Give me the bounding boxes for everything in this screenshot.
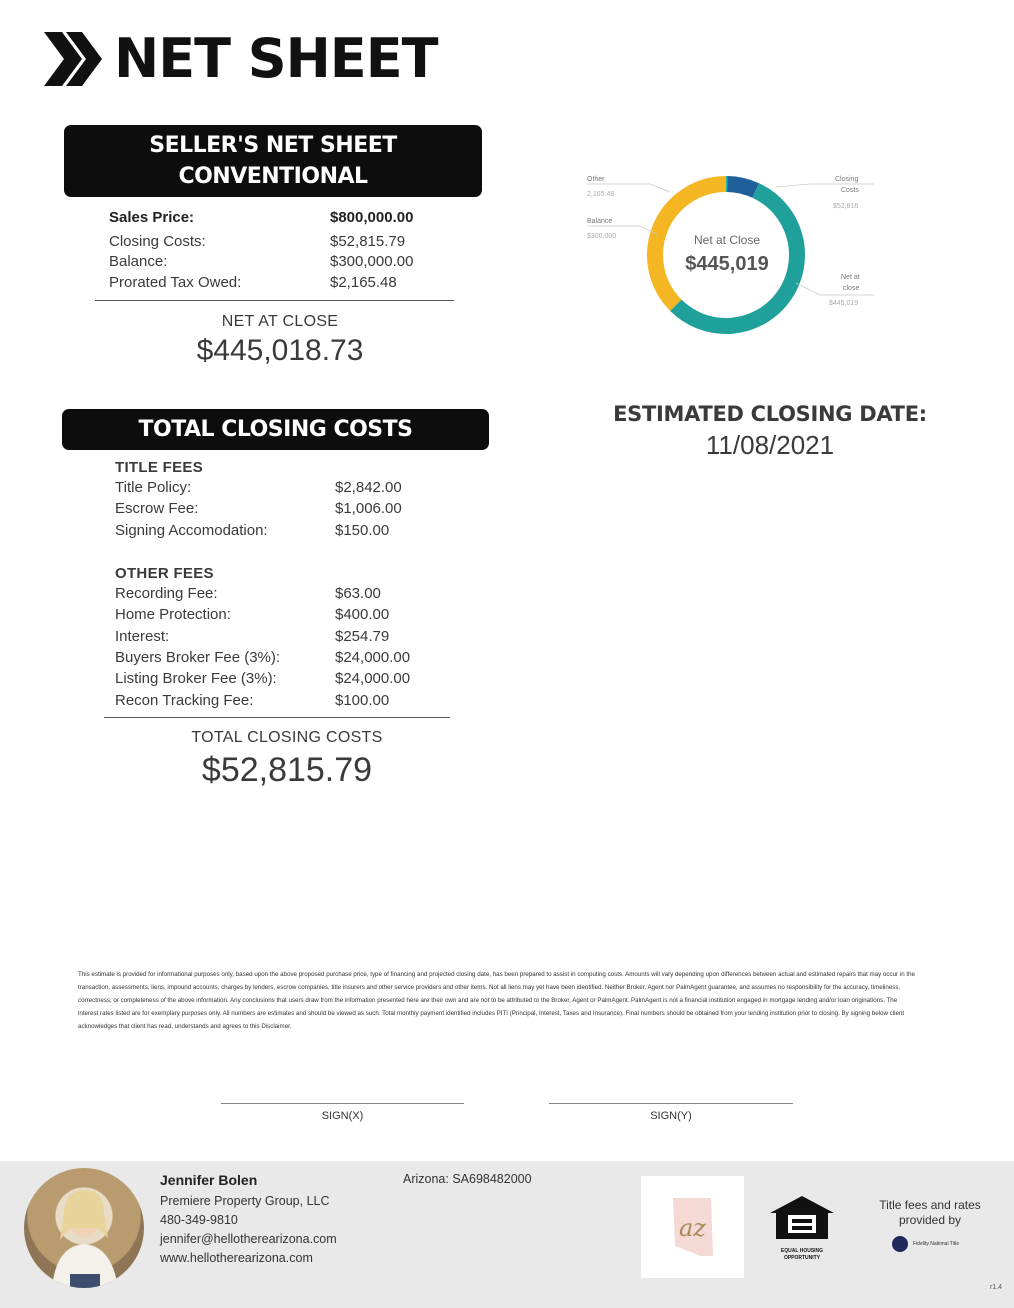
fee-label: Escrow Fee: <box>115 500 199 517</box>
divider <box>104 717 450 718</box>
title-fees-heading: TITLE FEES <box>115 459 204 476</box>
eho-line: OPPORTUNITY <box>783 1255 821 1261</box>
prorated-tax-label: Prorated Tax Owed: <box>109 274 242 291</box>
sales-price-value: $800,000.00 <box>330 209 414 226</box>
total-closing-costs-label: TOTAL CLOSING COSTS <box>191 729 383 746</box>
chart-leader-line <box>776 184 874 187</box>
agent-website[interactable]: www.hellotherearizona.com <box>160 1251 313 1265</box>
double-chevron-icon <box>40 28 106 90</box>
chart-label-closing-1: Closing <box>835 176 859 183</box>
fee-value: $63.00 <box>335 585 381 602</box>
chart-value-other: 2,165.48 <box>587 191 615 198</box>
chart-value-balance: $300,000 <box>587 233 617 240</box>
total-closing-costs-value: $52,815.79 <box>201 751 373 789</box>
fee-value: $2,842.00 <box>335 479 402 496</box>
signature-label-y: SIGN(Y) <box>650 1110 692 1122</box>
disclaimer-text: This estimate is provided for informational purposes only, based upon the above proposed purchase price, type of financing and projected closing date, has been prepared to assist in computing costs. Amounts will vary depending upon differences between actual and estimated repairs that may occur in the transaction, assessments, liens, impound accounts, charges by lenders, escrow companies, title insurers and other service providers and other items. Not all liens may yet have been identified. Neither Broker, Agent nor PalmAgent guarantee, and assumes no responsibility for the accuracy, timeliness, correctness, or completeness of the above information. Any conclusions that users draw from the information presented here are their own and are not to be attributed to the Broker, Agent or PalmAgent. PalmAgent is not a financial institution engaged in mortgage lending and/or loan originations. The interest rates listed are for exemplary purposes only. All numbers are estimates and should be viewed as such. Total monthly payment identified includes PITI (Principal, Interest, Taxes and Insurance). Final numbers should be obtained from your lending institution prior to closing. By signing below client acknowledges that client has read, understands and agrees to this Disclaimer. <box>78 971 915 1030</box>
equal-housing-logo <box>766 1193 838 1263</box>
chart-label-other: Other <box>587 176 605 183</box>
closing-costs-label: Closing Costs: <box>109 233 206 250</box>
net-at-close-label: NET AT CLOSE <box>221 313 339 330</box>
eho-line: EQUAL HOUSING <box>780 1248 824 1254</box>
title-company-icon <box>892 1236 908 1252</box>
fee-value: $100.00 <box>335 692 390 709</box>
sales-price-label: Sales Price: <box>109 209 195 226</box>
fee-label: Home Protection: <box>115 606 231 623</box>
fee-label: Recording Fee: <box>115 585 218 602</box>
agent-email[interactable]: jennifer@hellotherearizona.com <box>160 1232 337 1246</box>
fee-label: Title Policy: <box>115 479 192 496</box>
svg-text:az: az <box>679 1214 706 1242</box>
chart-label-net-2: close <box>843 285 860 292</box>
balance-label: Balance: <box>109 253 168 270</box>
chart-label-closing-2: Costs <box>841 187 859 194</box>
divider <box>95 300 454 301</box>
page-header <box>40 26 437 92</box>
donut-slice-closing-costs <box>727 184 756 191</box>
signature-line-x[interactable] <box>221 1103 464 1104</box>
page-title: NET SHEET <box>114 27 438 90</box>
agent-company: Premiere Property Group, LLC <box>160 1194 330 1208</box>
closing-costs-value: $52,815.79 <box>330 233 406 250</box>
agent-name: Jennifer Bolen <box>160 1172 258 1188</box>
prorated-tax-value: $2,165.48 <box>330 274 397 291</box>
chart-center-label: Net at Close <box>693 233 761 247</box>
az-brand-logo <box>641 1176 744 1278</box>
total-closing-costs-banner: TOTAL CLOSING COSTS <box>62 409 489 450</box>
version-label: r1.4 <box>990 1284 1003 1291</box>
fee-label: Signing Accomodation: <box>115 522 268 539</box>
fee-value: $150.00 <box>335 522 390 539</box>
chart-value-net: $445,019 <box>829 300 859 307</box>
agent-phone[interactable]: 480-349-9810 <box>160 1213 238 1227</box>
fee-value: $24,000.00 <box>335 649 411 666</box>
other-fees-heading: OTHER FEES <box>115 565 214 582</box>
agent-avatar <box>24 1168 144 1288</box>
fee-label: Listing Broker Fee (3%): <box>115 670 277 687</box>
agent-photo-icon <box>24 1168 144 1288</box>
balance-value: $300,000.00 <box>330 253 414 270</box>
chart-center-value: $445,019 <box>685 253 769 275</box>
fee-label: Buyers Broker Fee (3%): <box>115 649 281 666</box>
chart-label-balance: Balance <box>587 218 613 225</box>
net-sheet-chart <box>580 165 880 350</box>
fee-value: $254.79 <box>335 628 390 645</box>
banner-line: CONVENTIONAL <box>178 164 368 189</box>
chart-label-net-1: Net at <box>841 274 860 281</box>
equal-housing-icon <box>766 1193 838 1243</box>
net-at-close-value: $445,018.73 <box>196 334 364 367</box>
chart-leader-line <box>796 283 874 295</box>
seller-net-sheet-banner <box>64 125 482 197</box>
signature-line-y[interactable] <box>549 1103 793 1104</box>
title-fees-provided-text: Title fees and rates provided by <box>879 1198 981 1227</box>
title-company-name: Fidelity National Title <box>913 1241 960 1247</box>
chart-value-closing: $52,816 <box>833 203 859 210</box>
title-company-logo <box>892 1236 972 1252</box>
estimated-closing-heading: ESTIMATED CLOSING DATE: <box>613 402 927 426</box>
signature-label-x: SIGN(X) <box>321 1110 364 1122</box>
banner-line: SELLER'S NET SHEET <box>149 133 397 158</box>
agent-license: Arizona: SA698482000 <box>403 1172 532 1186</box>
fee-label: Recon Tracking Fee: <box>115 692 254 709</box>
fee-value: $400.00 <box>335 606 390 623</box>
arizona-logo-icon <box>641 1176 744 1278</box>
estimated-closing-date: 11/08/2021 <box>705 430 835 460</box>
fee-value: $24,000.00 <box>335 670 411 687</box>
fee-label: Interest: <box>115 628 170 645</box>
fee-value: $1,006.00 <box>335 500 402 517</box>
